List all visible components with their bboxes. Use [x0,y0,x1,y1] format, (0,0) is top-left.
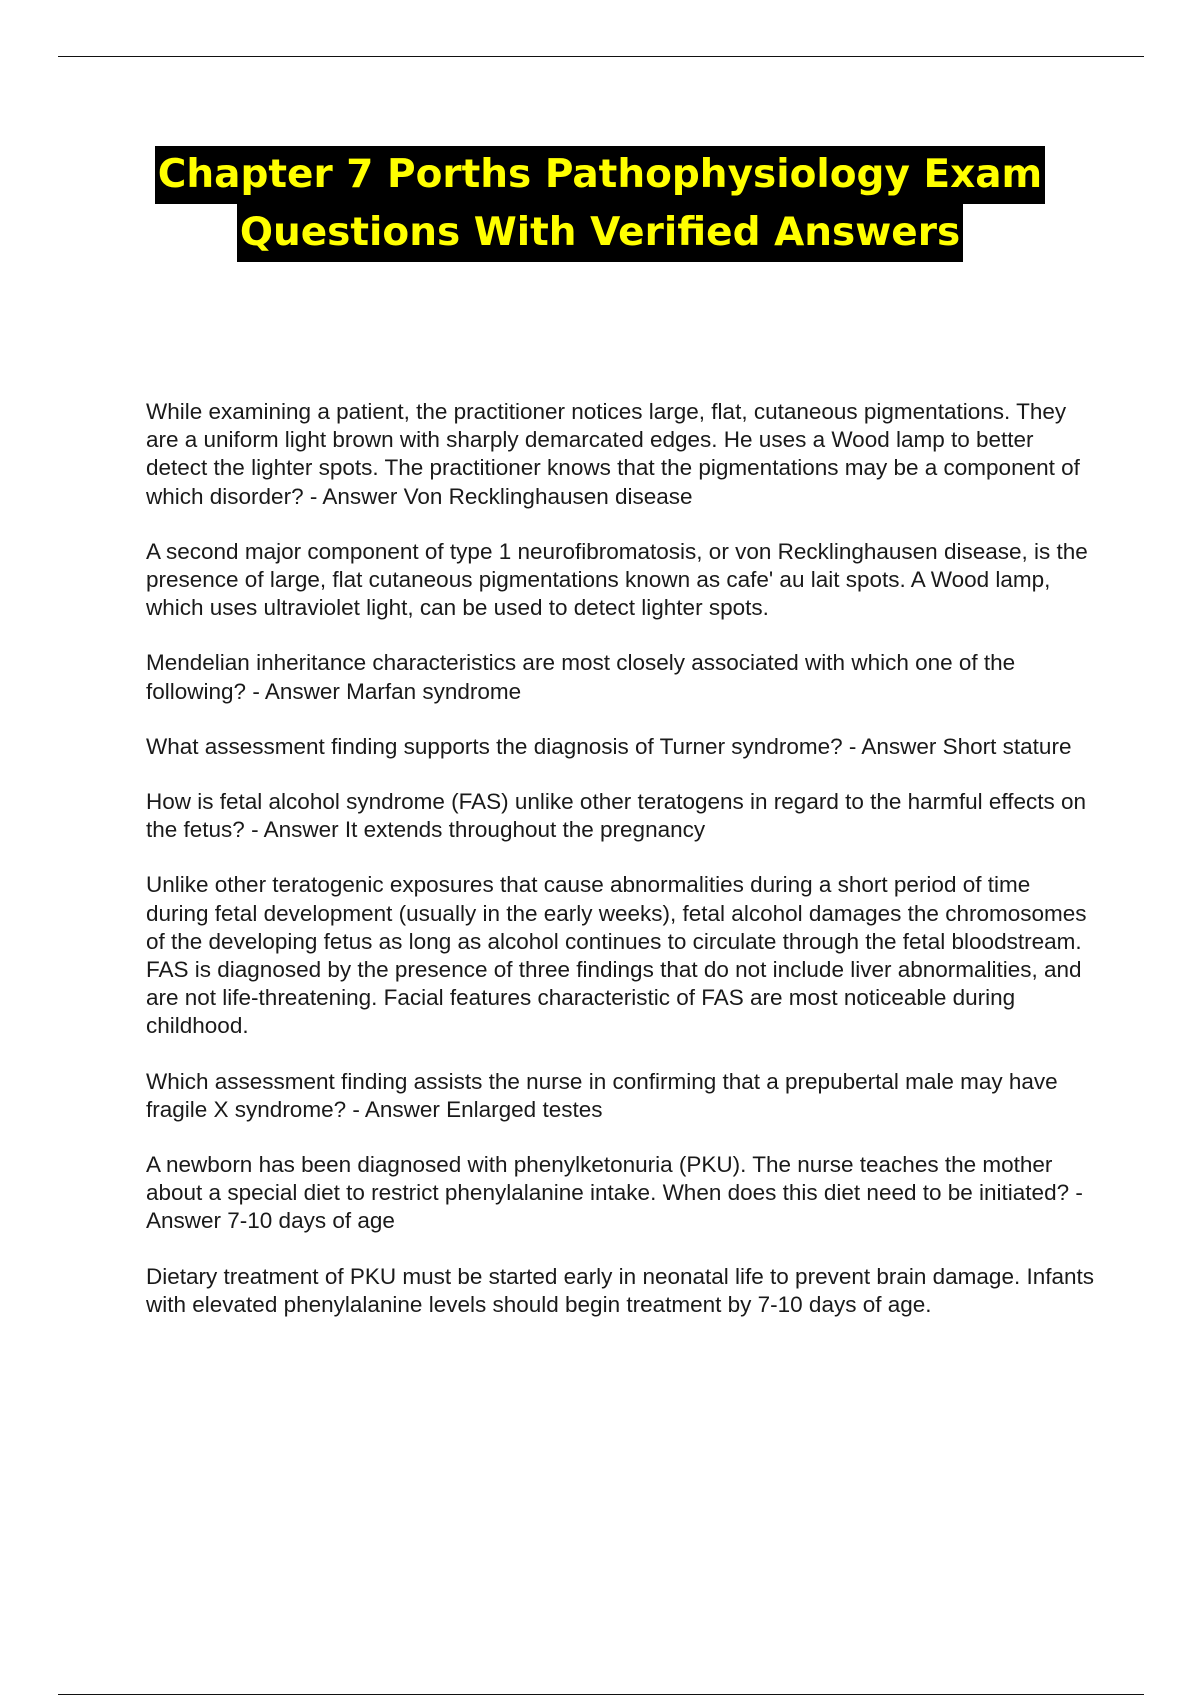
document-body [146,398,1096,1346]
paragraph: While examining a patient, the practitioner notices large, flat, cutaneous pigmentations. They are a uniform light brown with sharply demarcated edges. He uses a Wood lamp to better detect the lighter spots. The practitioner knows that the pigmentations may be a component of which disorder? - Answer Von Recklinghausen disease [146,399,1080,509]
paragraph: Which assessment finding assists the nurse in confirming that a prepubertal male may have fragile X syndrome? - Answer Enlarged testes [146,1068,1058,1122]
paragraph: A newborn has been diagnosed with phenylketonuria (PKU). The nurse teaches the mother about a special diet to restrict phenylalanine intake. When does this diet need to be initiated? - Answer 7-10 days of age [146,1152,1083,1234]
paragraph: A second major component of type 1 neurofibromatosis, or von Recklinghausen disease, is the presence of large, flat cutaneous pigmentations known as cafe' au lait spots. A Wood lamp, which uses ultraviolet light, can be used to detect lighter spots. [146,538,1088,621]
paragraph: Mendelian inheritance characteristics are most closely associated with which one of the following? - Answer Marfan syndrome [146,650,1016,704]
title-line-2: Questions With Verified Answers [237,204,963,262]
title-line-1: Chapter 7 Porths Pathophysiology Exam [155,146,1045,204]
top-divider [58,56,1144,57]
paragraph: Dietary treatment of PKU must be started early in neonatal life to prevent brain damage. Infants with elevated phenylalanine levels should begin treatment by 7-10 days of age. [146,1263,1094,1317]
document-title [100,146,1100,262]
paragraph: How is fetal alcohol syndrome (FAS) unlike other teratogens in regard to the harmful effects on the fetus? - Answer It extends throughout the pregnancy [146,789,1087,843]
paragraph: Unlike other teratogenic exposures that cause abnormalities during a short period of time during fetal development (usually in the early weeks), fetal alcohol damages the chromosomes of the developing fetus as long as alcohol continues to circulate through the fetal bloodstream. FAS is diagnosed by the presence of three findings that do not include liver abnormalities, and are not life-threatening. Facial features characteristic of FAS are most noticeable during childhood. [146,872,1087,1039]
paragraph: What assessment finding supports the diagnosis of Turner syndrome? - Answer Short stature [146,733,1072,759]
bottom-divider [58,1694,1144,1695]
